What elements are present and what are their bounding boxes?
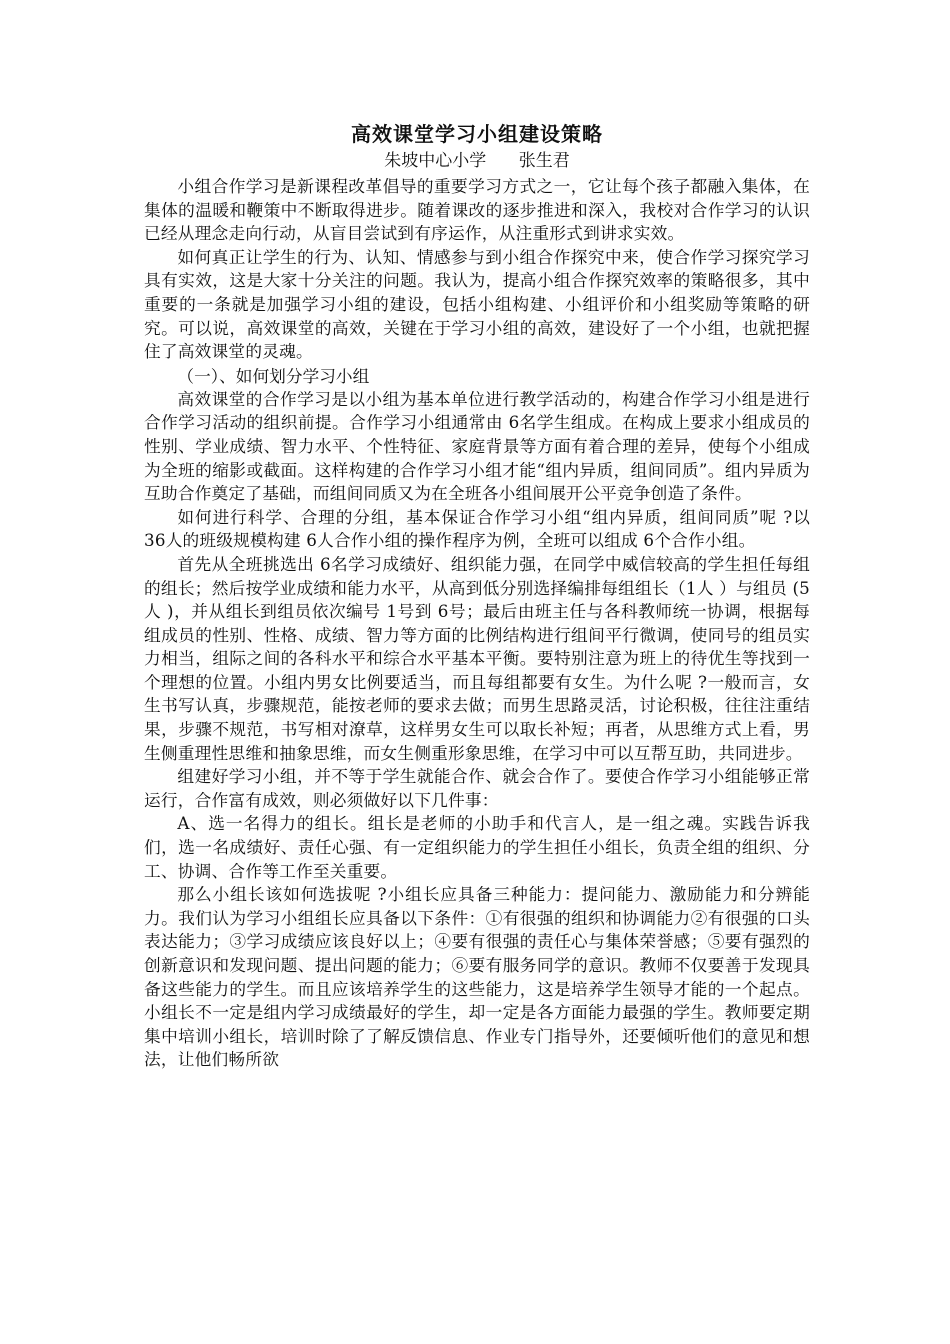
section-paragraph-3: 首先从全班挑选出 6名学习成绩好、组织能力强，在同学中威信较高的学生担任每组的组长；然后按学业成绩和能力水平，从高到低分别选择编排每组组长（1人 ）与组员 (5人 )，并从组长到组员依次编号 1号到 6号；最后由班主任与各科教师统一协调，根据每组成员的性别、性格、成绩、智力等方面的比例结构进行组间平行微调，使同号的组员实力相当，组际之间的各科水平和综合水平基本平衡。要特别注意为班上的待优生等找到一个理想的位置。小组内男女比例要适当，而且每组都要有女生。为什么呢 ?一般而言，女生书写认真，步骤规范，能按老师的要求去做；而男生思路灵活，讨论积极，往往注重结果，步骤不规范，书写相对潦草，这样男女生可以取长补短；再者，从思维方式上看，男生侧重理性思维和抽象思维，而女生侧重形象思维，在学习中可以互帮互助，共同进步。	[144, 553, 810, 763]
section-paragraph-4: 组建好学习小组，并不等于学生就能合作、就会合作了。要使合作学习小组能够正常运行，合作富有成效，则必须做好以下几件事：	[144, 766, 810, 810]
section-paragraph-5: A、选一名得力的组长。组长是老师的小助手和代言人，是一组之魂。实践告诉我们，选一名成绩好、责任心强、有一定组织能力的学生担任小组长，负责全组的组织、分工、协调、合作等工作至关重要。	[144, 813, 810, 881]
section-paragraph-2: 如何进行科学、合理的分组，基本保证合作学习小组“组内异质，组间同质”呢 ?以 36人的班级规模构建 6人合作小组的操作程序为例，全班可以组成 6个合作小组。	[144, 506, 810, 551]
document-page	[144, 119, 810, 1072]
intro-paragraph-2: 如何真正让学生的行为、认知、情感参与到小组合作探究中来，使合作学习探究学习具有实效，这是大家十分关注的问题。我认为，提高小组合作探究效率的策略很多，其中重要的一条就是加强学习小组的建设，包括小组构建、小组评价和小组奖励等策略的研究。可以说，高效课堂的高效，关键在于学习小组的高效，建设好了一个小组，也就把握住了高效课堂的灵魂。	[144, 246, 810, 362]
author-line: 朱坡中心小学 张生君	[384, 151, 570, 171]
section-heading: （一）、如何划分学习小组	[177, 365, 370, 386]
document-title: 高效课堂学习小组建设策略	[351, 122, 603, 146]
section-paragraph-1: 高效课堂的合作学习是以小组为基本单位进行教学活动的，构建合作学习小组是进行合作学习活动的组织前提。合作学习小组通常由 6名学生组成。在构成上要求小组成员的性别、学业成绩、智力水平、个性特征、家庭背景等方面有着合理的差异，使每个小组成为全班的缩影或截面。这样构建的合作学习小组才能“组内异质，组间同质”。组内异质为互助合作奠定了基础，而组间同质又为在全班各小组间展开公平竞争创造了条件。	[144, 388, 810, 504]
intro-paragraph-1: 小组合作学习是新课程改革倡导的重要学习方式之一，它让每个孩子都融入集体，在集体的温暖和鞭策中不断取得进步。随着课改的逐步推进和深入，我校对合作学习的认识已经从理念走向行动，从盲目尝试到有序运作，从注重形式到讲求实效。	[144, 176, 810, 244]
section-paragraph-6: 那么小组长该如何选拔呢 ?小组长应具备三种能力：提问能力、激励能力和分辨能力。我们认为学习小组组长应具备以下条件：①有很强的组织和协调能力②有很强的口头表达能力；③学习成绩应该良好以上；④要有很强的责任心与集体荣誉感；⑤要有强烈的创新意识和发现问题、提出问题的能力；⑥要有服务同学的意识。教师不仅要善于发现具备这些能力的学生。而且应该培养学生的这些能力，这是培养学生领导才能的一个起点。小组长不一定是组内学习成绩最好的学生，却一定是各方面能力最强的学生。教师要定期集中培训小组长，培训时除了了解反馈信息、作业专门指导外，还要倾听他们的意见和想法，让他们畅所欲	[144, 884, 810, 1070]
